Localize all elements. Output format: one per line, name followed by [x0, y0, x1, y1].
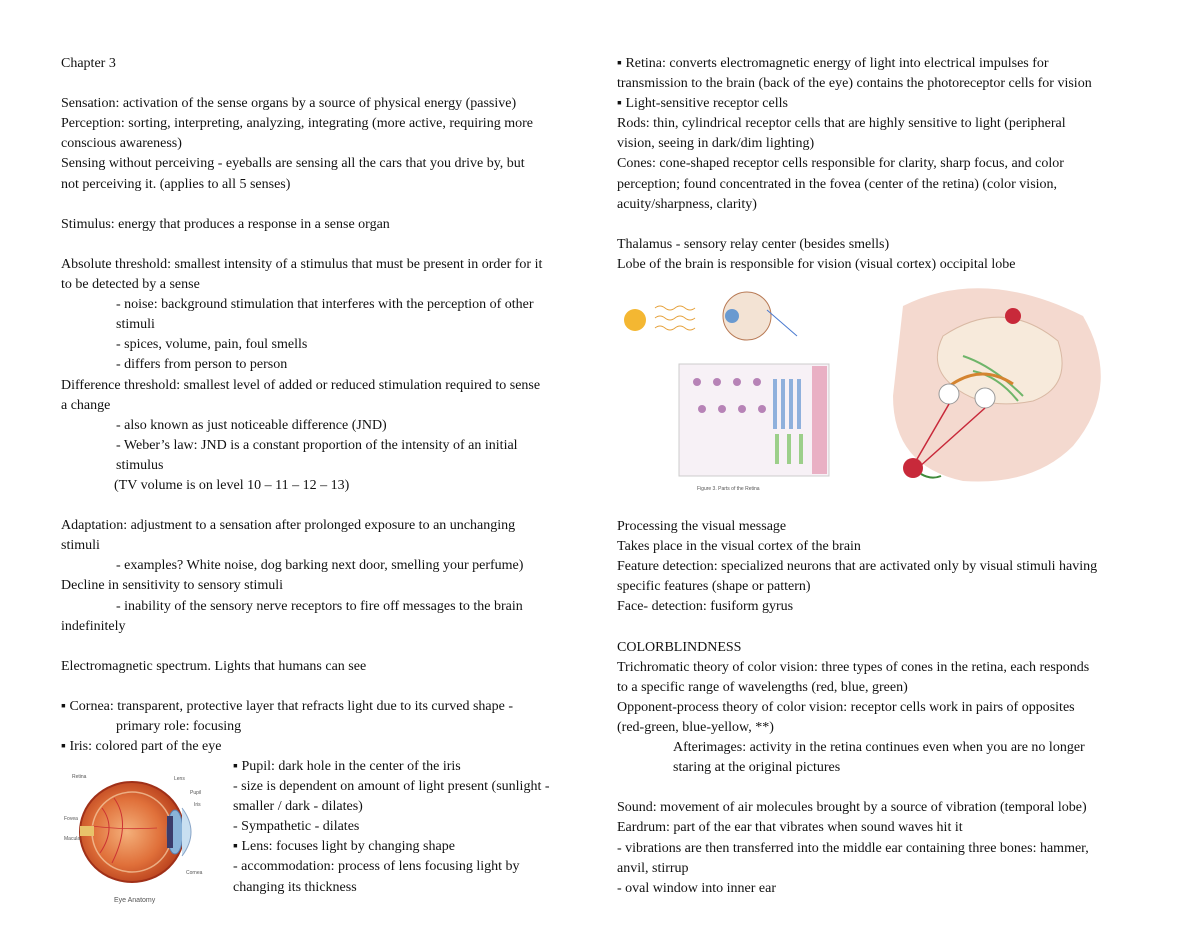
eye-label-cornea: Cornea — [186, 870, 203, 876]
lobe-line: Lobe of the brain is responsible for vision (visual cortex) occipital lobe — [617, 256, 1016, 272]
pupil-lens-block — [233, 757, 593, 898]
sensation-def: Sensation: activation of the sense organs by a source of physical energy (passive) — [61, 96, 517, 112]
indefinitely-line: indefinitely — [61, 618, 126, 634]
difference-threshold-1: Difference threshold: smallest level of added or reduced stimulation required to sense — [61, 377, 541, 393]
sensing-line-1: Sensing without perceiving - eyeballs are sensing all the cars that you drive by, but — [61, 156, 525, 172]
absolute-threshold-2: to be detected by a sense — [61, 277, 200, 293]
weber-line-1: - Weber’s law: JND is a constant proportion of the intensity of an initial — [116, 437, 518, 453]
sun-icon — [624, 309, 646, 331]
em-spectrum: Electromagnetic spectrum. Lights that humans can see — [61, 658, 367, 674]
trichromatic-line-1: Trichromatic theory of color vision: three types of cones in the retina, each responds — [617, 659, 1090, 675]
eye-label-macula: Macula — [64, 836, 81, 842]
accommodation-line-1: - accommodation: process of lens focusing light by — [233, 859, 520, 875]
stimulus-def: Stimulus: energy that produces a response in a sense organ — [61, 216, 390, 232]
bullet: ▪ — [61, 699, 66, 714]
absolute-threshold-1: Absolute threshold: smallest intensity of a stimulus that must be present in order for it — [61, 256, 543, 272]
differs-line: - differs from person to person — [116, 357, 288, 373]
weber-line-2: stimulus — [116, 457, 164, 473]
vibrations-line-2: anvil, stirrup — [617, 860, 689, 876]
thalamus-line: Thalamus - sensory relay center (besides smells) — [617, 236, 890, 252]
face-detection-line: Face- detection: fusiform gyrus — [617, 599, 794, 615]
eye-caption: Eye Anatomy — [114, 897, 156, 904]
opponent-line-2: (red-green, blue-yellow, **) — [617, 719, 774, 735]
bullet: ▪ — [617, 56, 622, 71]
retina-caption: Figure 3. Parts of the Retina — [697, 486, 760, 492]
adaptation-2: stimuli — [61, 538, 100, 554]
opponent-line-1: Opponent-process theory of color vision: receptor cells work in pairs of opposites — [617, 699, 1075, 715]
sympathetic-line: - Sympathetic - dilates — [233, 819, 360, 835]
chapter-heading: Chapter 3 — [61, 56, 116, 71]
trichromatic-line-2: to a specific range of wavelengths (red, blue, green) — [617, 679, 908, 695]
cornea-line-1: ▪ Cornea: transparent, protective layer that refracts light due to its curved shape - — [61, 699, 514, 714]
iris-line: ▪ Iris: colored part of the eye — [61, 739, 222, 755]
noise-line-2: stimuli — [116, 317, 155, 333]
rose-icon-bottom — [903, 458, 923, 478]
examples-line: - examples? White noise, dog barking next door, smelling your perfume) — [116, 558, 524, 574]
left-column — [61, 54, 591, 757]
oval-window-line: - oval window into inner ear — [617, 880, 777, 896]
eye-anatomy-figure — [62, 768, 220, 906]
sensing-line-2: not perceiving it. (applies to all 5 senses) — [61, 176, 291, 192]
cones-line-3: acuity/sharpness, clarity) — [617, 196, 757, 212]
eye-label-retina: Retina — [72, 774, 87, 780]
rods-line-1: Rods: thin, cylindrical receptor cells that are highly sensitive to light (peripheral — [617, 116, 1066, 132]
retina-line-1: ▪ Retina: converts electromagnetic energy of light into electrical impulses for — [617, 56, 1049, 71]
size-line-1: - size is dependent on amount of light present (sunlight - — [233, 779, 550, 795]
inability-line: - inability of the sensory nerve receptors to fire off messages to the brain — [116, 598, 523, 614]
eardrum-line: Eardrum: part of the ear that vibrates when sound waves hit it — [617, 820, 963, 836]
sound-line: Sound: movement of air molecules brought by a source of vibration (temporal lobe) — [617, 800, 1087, 816]
bullet: ▪ — [61, 739, 66, 755]
spices-line: - spices, volume, pain, foul smells — [116, 337, 308, 353]
afterimages-line-2: staring at the original pictures — [673, 760, 841, 776]
adaptation-1: Adaptation: adjustment to a sensation after prolonged exposure to an unchanging — [61, 518, 516, 534]
afterimages-line-1: Afterimages: activity in the retina continues even when you are no longer — [673, 740, 1085, 756]
bullet: ▪ — [233, 839, 238, 855]
decline-line: Decline in sensitivity to sensory stimuli — [61, 578, 284, 594]
cornea-shape — [182, 808, 191, 856]
eye-label-lens: Lens — [174, 776, 185, 782]
takes-place-line: Takes place in the visual cortex of the brain — [617, 539, 861, 555]
cornea-line-2: primary role: focusing — [116, 719, 242, 735]
feature-line-2: specific features (shape or pattern) — [617, 579, 811, 595]
difference-threshold-2: a change — [61, 397, 111, 413]
retina-structure-figure — [617, 284, 857, 496]
jnd-line: - also known as just noticeable difference (JND) — [116, 417, 387, 433]
noise-line-1: - noise: background stimulation that interferes with the perception of other — [116, 297, 534, 313]
processing-line: Processing the visual message — [617, 519, 787, 535]
bullet: ▪ — [233, 759, 238, 774]
lens-line: ▪ Lens: focuses light by changing shape — [233, 839, 455, 855]
light-cells-line: ▪ Light-sensitive receptor cells — [617, 96, 788, 112]
colorblindness-heading: COLORBLINDNESS — [617, 639, 742, 655]
perception-def-2: conscious awareness) — [61, 136, 182, 152]
eye-label-iris: Iris — [194, 802, 201, 808]
visual-pathway-figure — [873, 276, 1121, 494]
perception-def-1: Perception: sorting, interpreting, analyzing, integrating (more active, requiring more — [61, 116, 533, 132]
retina-line-2: transmission to the brain (back of the eye) contains the photoreceptor cells for vision — [617, 76, 1092, 92]
pupil-line: ▪ Pupil: dark hole in the center of the iris — [233, 759, 461, 774]
tv-example: (TV volume is on level 10 – 11 – 12 – 13) — [114, 477, 350, 493]
accommodation-line-2: changing its thickness — [233, 879, 357, 895]
size-line-2: smaller / dark - dilates) — [233, 799, 363, 815]
rose-icon-top — [1005, 308, 1021, 324]
cones-line-2: perception; found concentrated in the fovea (center of the retina) (color vision, — [617, 176, 1058, 192]
bullet: ▪ — [617, 96, 622, 112]
feature-line-1: Feature detection: specialized neurons that are activated only by visual stimuli having — [617, 559, 1098, 575]
vibrations-line-1: - vibrations are then transferred into the middle ear containing three bones: hammer, — [617, 840, 1089, 856]
eye-label-fovea: Fovea — [64, 816, 78, 822]
rods-line-2: vision, seeing in dark/dim lighting) — [617, 136, 815, 152]
cones-line-1: Cones: cone-shaped receptor cells responsible for clarity, sharp focus, and color — [617, 156, 1064, 172]
eye-label-pupil: Pupil — [190, 790, 202, 796]
